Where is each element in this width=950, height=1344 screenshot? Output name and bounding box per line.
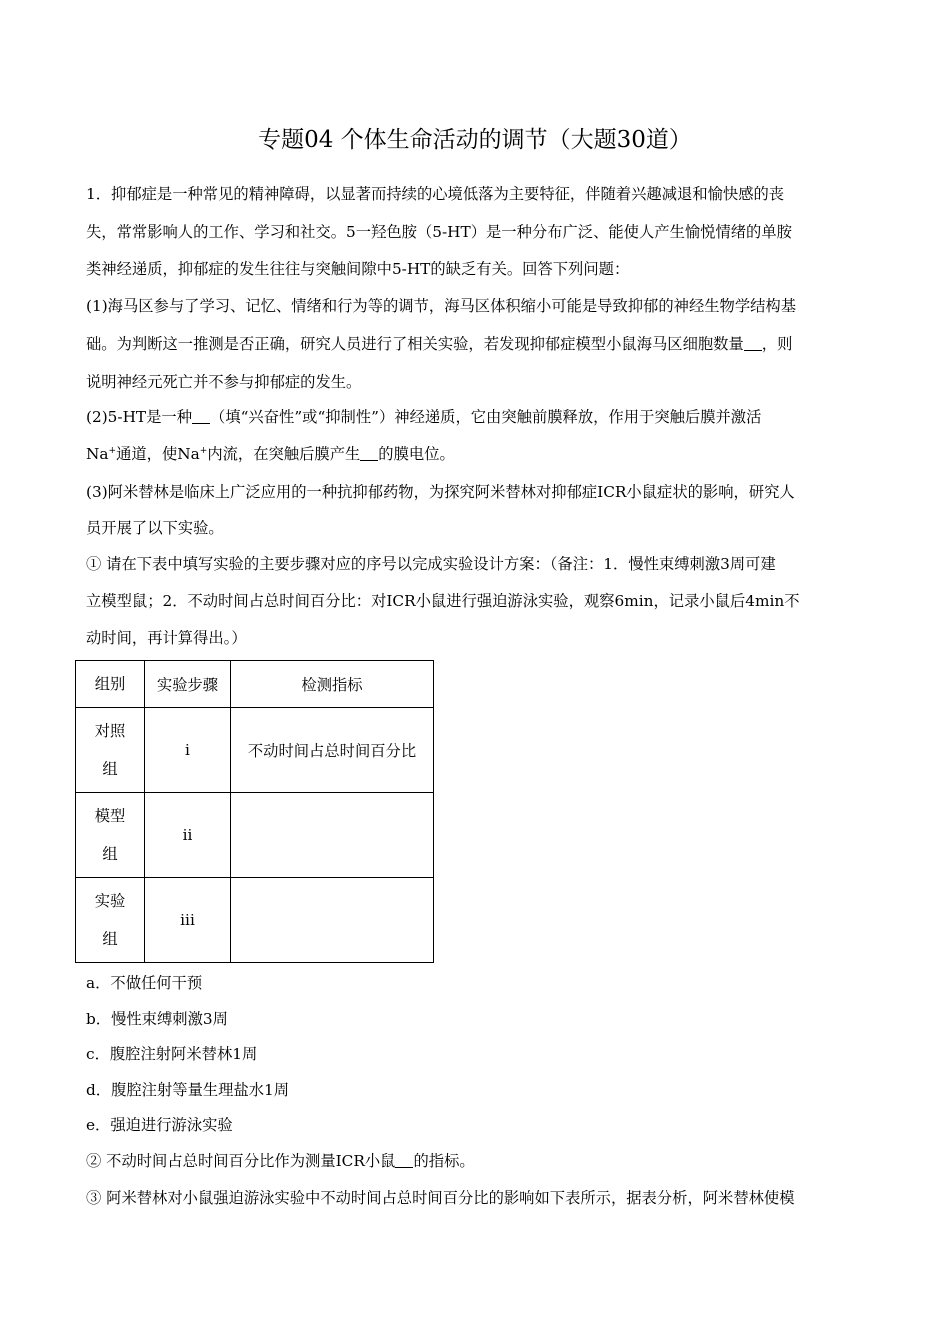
- experiment-design-table: [75, 660, 434, 963]
- table-row: [76, 793, 434, 878]
- indicator-cell: [231, 878, 434, 963]
- step-cell: iii: [145, 878, 231, 963]
- group-label-suffix: 组: [102, 930, 118, 948]
- step-cell: ii: [145, 793, 231, 878]
- group-cell: [76, 708, 145, 793]
- q1-part3-sub1-line-2: 立模型鼠；2．不动时间占总时间百分比：对ICR小鼠进行强迫游泳实验，观察6min，记录小鼠后4min不: [86, 592, 800, 610]
- q1-part1-text: 础。为判断这一推测是否正确，研究人员进行了相关实验，若发现抑郁症模型小鼠海马区细胞数量: [86, 335, 744, 353]
- option-b: b．慢性束缚刺激3周: [86, 1010, 228, 1028]
- sub2-text: ② 不动时间占总时间百分比作为测量ICR小鼠: [86, 1152, 396, 1170]
- answer-blank[interactable]: [744, 349, 762, 351]
- q1-part2-text: (2)5-HT是一种: [86, 408, 193, 426]
- answer-blank[interactable]: [360, 459, 378, 461]
- na-label: Na: [86, 445, 109, 463]
- group-label: 模型: [94, 807, 126, 825]
- group-label: 实验: [94, 892, 126, 910]
- header-indicator: 检测指标: [231, 661, 434, 708]
- q1-part3-line-2: 员开展了以下实验。: [86, 519, 224, 537]
- group-cell: [76, 793, 145, 878]
- step-cell: i: [145, 708, 231, 793]
- q1-part2-line-1: [86, 406, 761, 428]
- q1-part1-line-3: 说明神经元死亡并不参与抑郁症的发生。: [86, 373, 362, 391]
- na-channel-text: 通道，使Na: [116, 445, 200, 463]
- answer-blank[interactable]: [395, 1166, 413, 1168]
- option-c: c．腹腔注射阿米替林1周: [86, 1045, 258, 1063]
- q1-part3-sub3: ③ 阿米替林对小鼠强迫游泳实验中不动时间占总时间百分比的影响如下表所示，据表分析，阿米替林使模: [86, 1189, 795, 1207]
- q1-part3-sub1-line-1: ① 请在下表中填写实验的主要步骤对应的序号以完成实验设计方案：（备注：1．慢性束缚刺激3周可建: [86, 555, 776, 573]
- q1-part3-sub1-line-3: 动时间，再计算得出。）: [86, 629, 247, 647]
- option-a: a．不做任何干预: [86, 974, 203, 992]
- table-row: [76, 708, 434, 793]
- influx-text: 内流，在突触后膜产生: [207, 445, 361, 463]
- q1-part1-line-2: [86, 333, 792, 355]
- group-label: 对照: [94, 722, 126, 740]
- answer-blank[interactable]: [192, 422, 210, 424]
- q1-part1-line-1: (1)海马区参与了学习、记忆、情绪和行为等的调节，海马区体积缩小可能是导致抑郁的神经生物学结构基: [86, 297, 797, 315]
- potential-text: 的膜电位。: [378, 445, 455, 463]
- q1-part2-line-2: [86, 443, 455, 465]
- q1-part1-text-end: ，则: [761, 335, 793, 353]
- superscript-plus: +: [108, 446, 117, 456]
- q1-part2-text-cont: （填“兴奋性”或“抑制性”）神经递质，它由突触前膜释放，作用于突触后膜并激活: [210, 408, 762, 426]
- group-label-suffix: 组: [102, 760, 118, 778]
- table-row: [76, 878, 434, 963]
- q1-part3-sub2: [86, 1150, 475, 1172]
- option-d: d．腹腔注射等量生理盐水1周: [86, 1081, 290, 1099]
- header-step: 实验步骤: [145, 661, 231, 708]
- page-title: 专题04 个体生命活动的调节（大题30道）: [258, 127, 692, 153]
- table-header-row: [76, 661, 434, 708]
- group-cell: [76, 878, 145, 963]
- indicator-cell: 不动时间占总时间百分比: [231, 708, 434, 793]
- option-e: e．强迫进行游泳实验: [86, 1116, 233, 1134]
- sub2-text-end: 的指标。: [413, 1152, 475, 1170]
- q1-part3-line-1: (3)阿米替林是临床上广泛应用的一种抗抑郁药物，为探究阿米替林对抑郁症ICR小鼠症状的影响，研究人: [86, 483, 795, 501]
- q1-line-2: 失，常常影响人的工作、学习和社交。5一羟色胺（5-HT）是一种分布广泛、能使人产生愉悦情绪的单胺: [86, 223, 792, 241]
- group-label-suffix: 组: [102, 845, 118, 863]
- q1-line-1: 1．抑郁症是一种常见的精神障碍，以显著而持续的心境低落为主要特征，伴随着兴趣减退和愉快感的丧: [86, 185, 785, 203]
- indicator-cell: [231, 793, 434, 878]
- q1-line-3: 类神经递质，抑郁症的发生往往与突触间隙中5-HT的缺乏有关。回答下列问题：: [86, 260, 630, 278]
- superscript-plus: +: [199, 446, 208, 456]
- header-group: 组别: [76, 661, 145, 708]
